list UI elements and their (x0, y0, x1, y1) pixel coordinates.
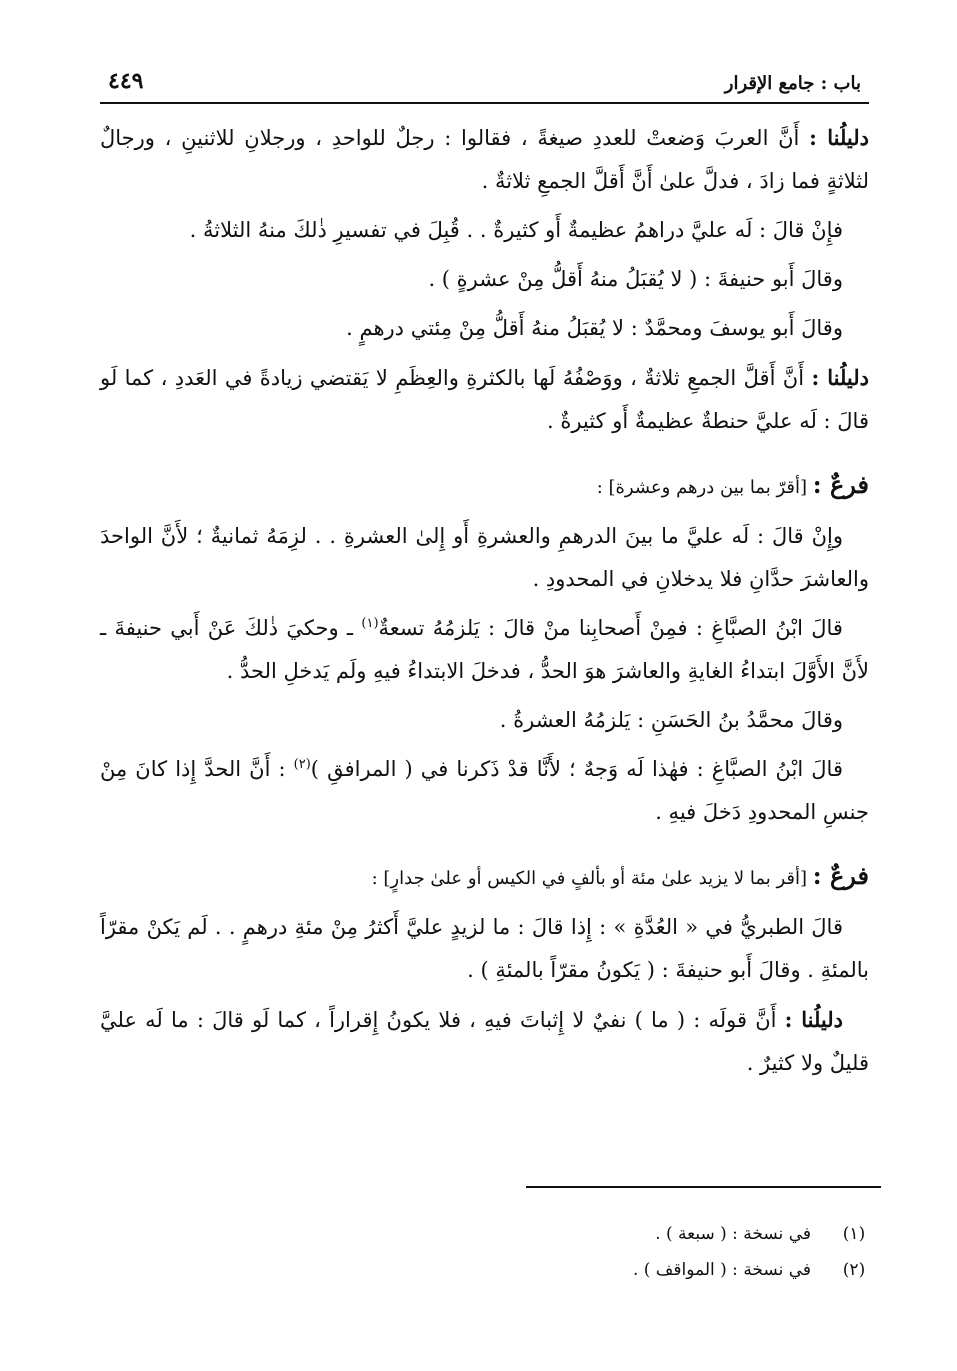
running-title: باب : جامع الإقرار (724, 73, 861, 94)
paragraph (100, 307, 869, 350)
footnote (369, 1216, 869, 1252)
paragraph-lead: دليلُنا : (809, 125, 869, 150)
paragraph-text: : أَنَّ الحدَّ إِذا كانَ مِنْ جنسِ المحدودِ دَخلَ فيهِ . (100, 757, 869, 824)
paragraph (100, 906, 869, 992)
paragraph-text: وإِنْ قالَ : لَه عليَّ ما بينَ الدرهمِ والعشرةِ أَو إِلىٰ العشرةِ . . لزِمَهُ ثمانيةٌ ؛ لأَنَّ الواحدَ والعاشرَ حدَّانِ فلا يدخلانِ في المحدودِ . (100, 524, 869, 591)
paragraph-text: فإِنْ قالَ : لَه عليَّ دراهمُ عظيمةٌ أَو كثيرةٌ . . قُبِلَ في تفسيرِ ذٰلكَ منهُ الثلاثةُ . (189, 218, 843, 242)
section-label: فرعٌ : (812, 861, 869, 890)
footnote-text: في نسخة : ( سبعة ) . (655, 1224, 811, 1244)
paragraph (100, 258, 869, 301)
footnote-ref[interactable]: (١) (361, 616, 379, 631)
paragraph-text: قالَ ابْنُ الصبَّاغِ : فمِنْ أَصحابِنا منْ قالَ : يَلزمُهُ تسعةٌ (378, 616, 843, 640)
paragraph-lead: دليلُنا : (811, 365, 870, 390)
paragraph-text: أَنَّ قولَه : ( ما ) نفيٌ لا إِثباتَ فيهِ ، فلا يكونُ إِقراراً ، كما لَو قالَ : ما لَه عليَّ قليلٌ ولا كثيرٌ . (100, 1008, 869, 1075)
paragraph (100, 998, 869, 1085)
footnote-ref[interactable]: (٢) (293, 757, 311, 772)
paragraph (100, 515, 869, 601)
footnote-number: (١) (842, 1224, 866, 1244)
paragraph (100, 116, 869, 203)
section-topic: [أقر بما لا يزيد علىٰ مئة أو بألفٍ في الكيس أو علىٰ جدارٍ] : (371, 868, 813, 889)
section-topic: [أقرّ بما بين درهم وعشرة] : (596, 477, 813, 498)
paragraph-text: وقالَ أَبو حنيفةَ : ( لا يُقبَلُ منهُ أَقلُّ مِنْ عشرةٍ ) . (428, 267, 843, 291)
paragraph-text: ـ وحكيَ ذٰلكَ عَنْ أَبي حنيفةَ ـ لأَنَّ الأَوَّلَ ابتداءُ الغايةِ والعاشرَ هوَ الحدُّ ، فدخلَ الابتداءُ فيهِ ولَم يَدخلِ الحدُّ . (100, 616, 869, 683)
page-body (100, 104, 869, 1085)
paragraph (100, 209, 869, 252)
paragraph-text: أَنَّ أَقلَّ الجمعِ ثلاثةٌ ، ووَصْفُهُ لَها بالكثرةِ والعِظَمِ لا يَقتضي زيادةً في العَددِ ، كما لَو قالَ : لَه عليَّ حنطةٌ عظيمةٌ أَو كثيرةٌ . (100, 366, 869, 433)
footnotes (369, 1216, 869, 1288)
paragraph (100, 356, 869, 443)
paragraph-lead: دليلُنا : (784, 1007, 844, 1032)
paragraph-text: وقالَ محمَّدُ بنُ الحَسَنِ : يَلزمُهُ العشرةُ . (499, 708, 843, 732)
paragraph-text: وقالَ أَبو يوسفَ ومحمَّدٌ : لا يُقبَلُ منهُ أَقلُّ مِنْ مِئتي درهمٍ . (346, 316, 843, 340)
footnote-number: (٢) (842, 1260, 866, 1280)
running-head (100, 70, 869, 104)
footnote (369, 1252, 869, 1288)
section-label: فرعٌ : (812, 470, 869, 499)
footnote-divider (526, 1186, 881, 1188)
paragraph-text: قالَ ابْنُ الصبَّاغِ : فهٰذا لَه وَجهٌ ؛ لأَنَّا قدْ ذَكرنا في ( المرافقِ ) (310, 757, 843, 781)
paragraph-text: قالَ الطبريُّ في « العُدَّةِ » : إِذا قالَ : ما لزيدٍ عليَّ أَكثرُ مِنْ مئةِ درهمٍ . . لَم يَكنْ مقرّاً بالمئةِ . وقالَ أَبو حنيفةَ : ( يَكونُ مقرّاً بالمئةِ ) . (100, 915, 869, 982)
section-heading (100, 854, 869, 900)
section-heading (100, 463, 869, 509)
paragraph-text: أَنَّ العربَ وَضعتْ للعددِ صيغةً ، فقالوا : رجلٌ للواحدِ ، ورجلانِ للاثنينِ ، ورجالٌ لثلاثةٍ فما زادَ ، فدلَّ علىٰ أَنَّ أَقلَّ الجمعِ ثلاثةٌ . (100, 126, 869, 193)
page-number: ٤٤٩ (108, 68, 144, 94)
paragraph (100, 699, 869, 742)
paragraph (100, 748, 869, 834)
footnote-text: في نسخة : ( المواقف ) . (632, 1260, 811, 1280)
paragraph (100, 607, 869, 693)
